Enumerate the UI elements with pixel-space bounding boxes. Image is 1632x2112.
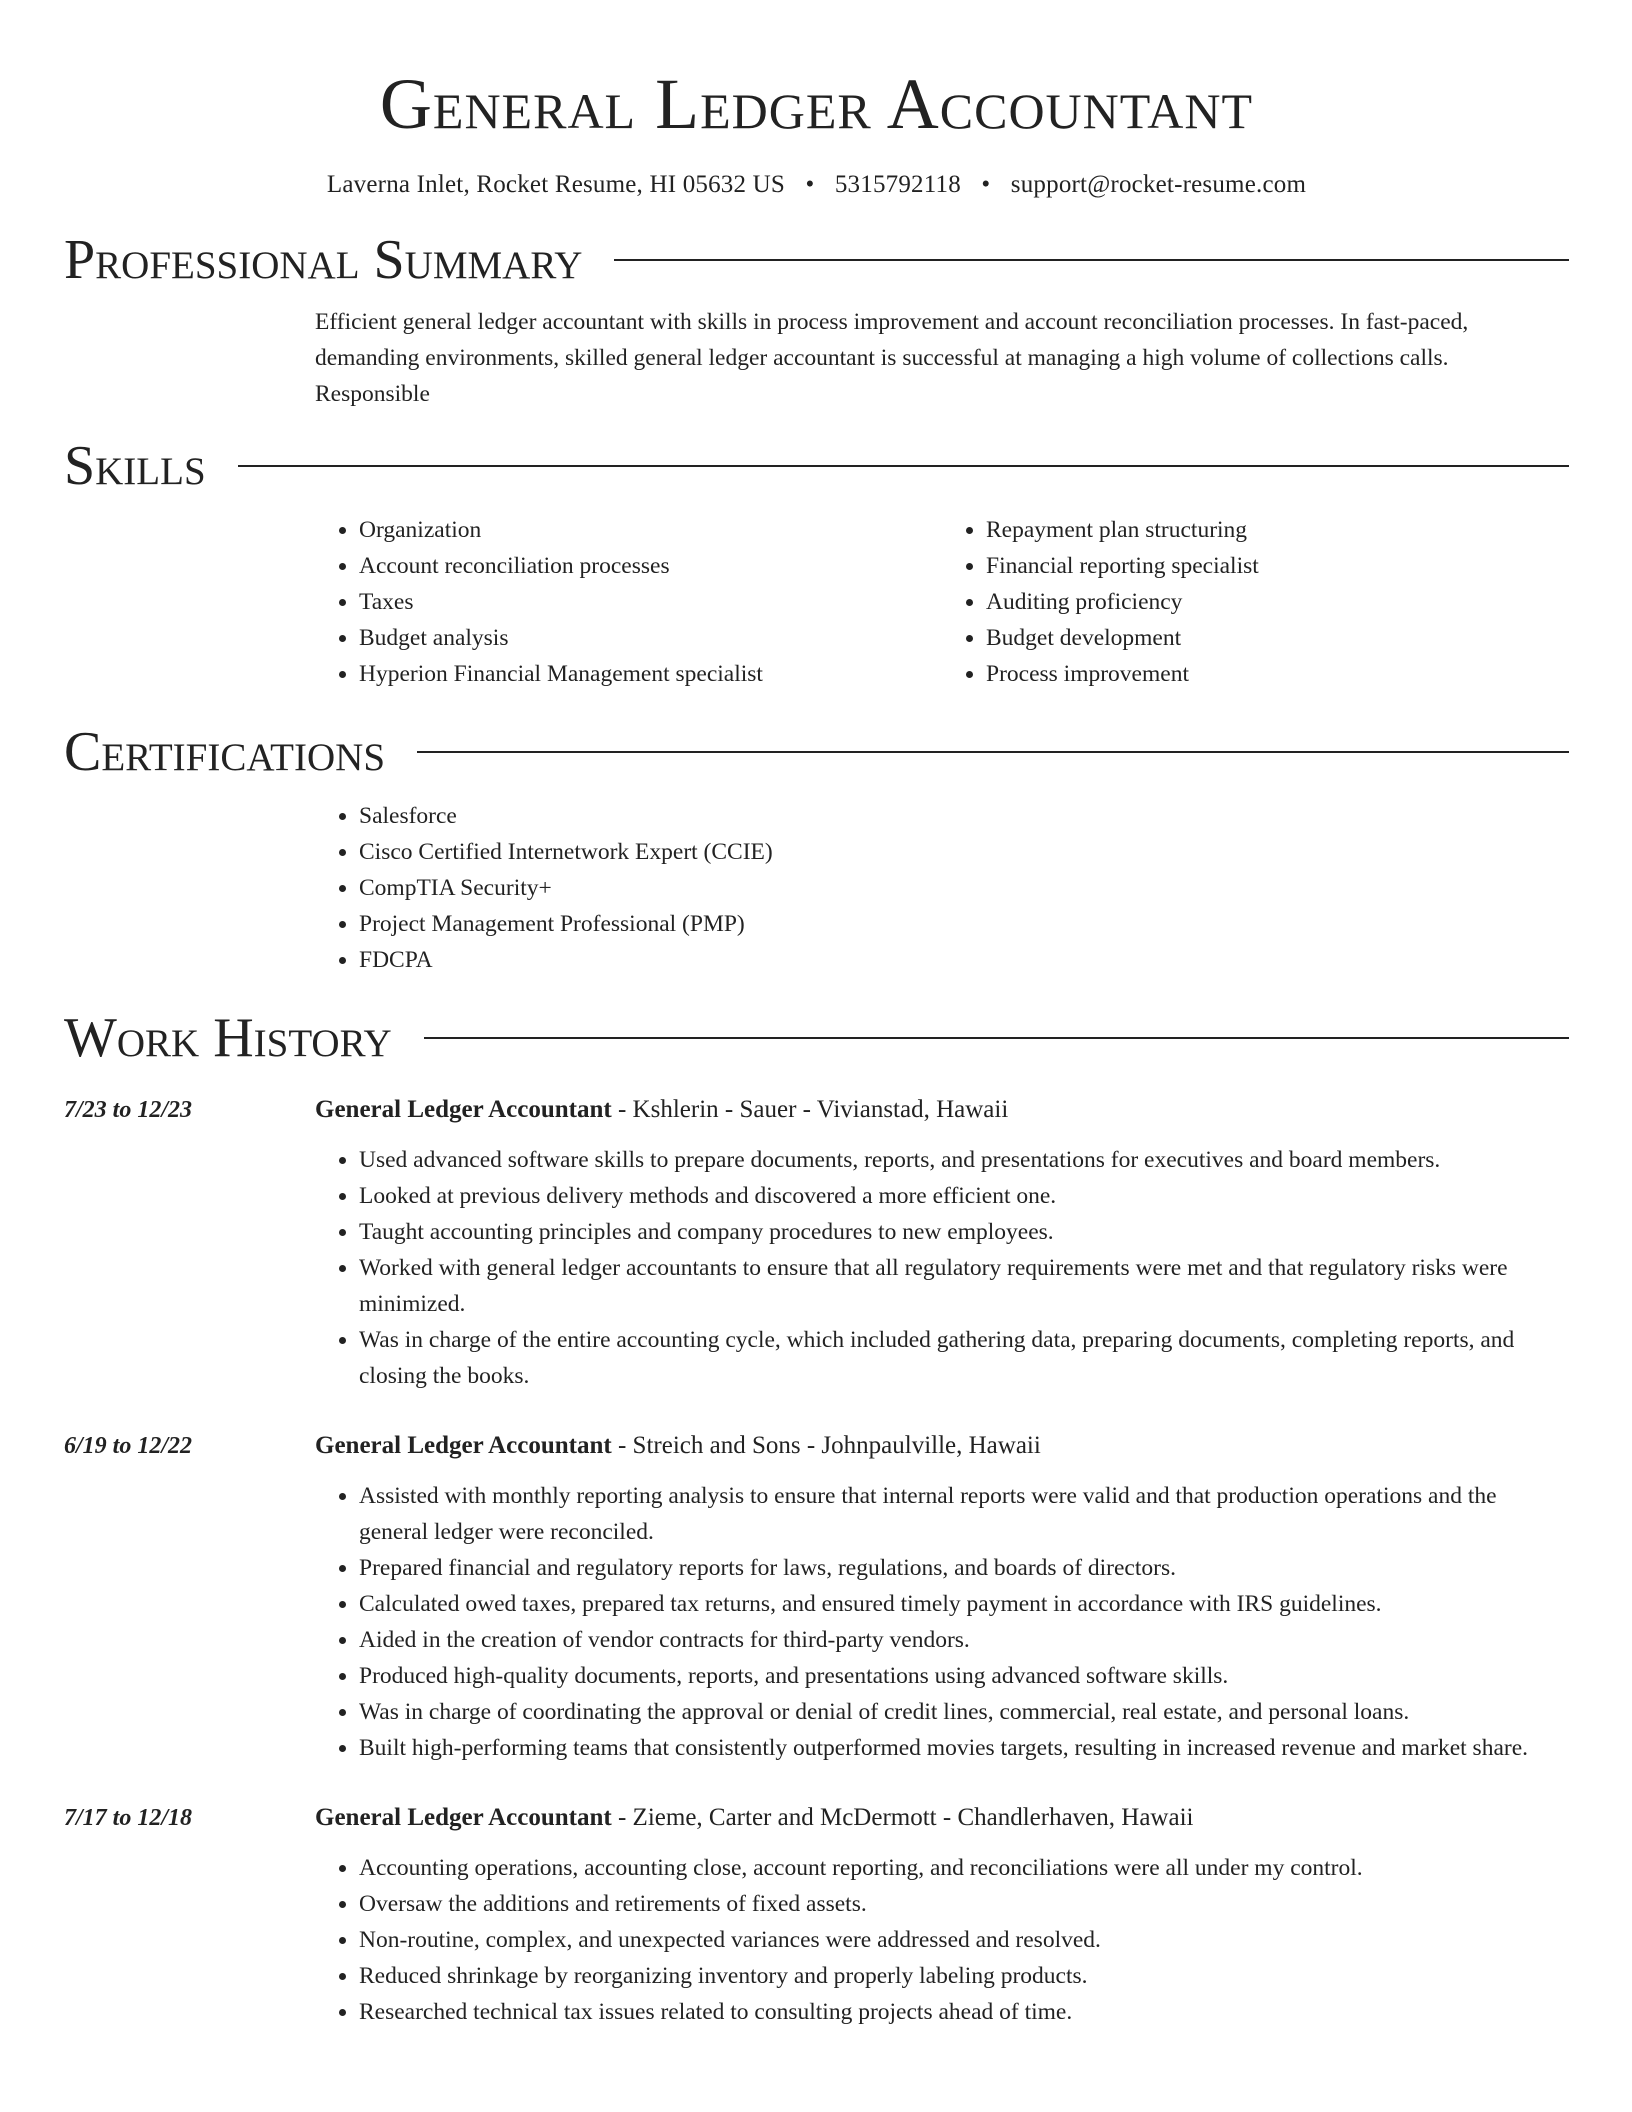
list-item: • Auditing proficiency bbox=[986, 584, 1569, 620]
list-item: • Looked at previous delivery methods and discovered a more efficient one. bbox=[359, 1178, 1569, 1214]
list-item: • Budget development bbox=[986, 620, 1569, 656]
job-bullets bbox=[315, 1478, 1569, 1766]
job-title-line bbox=[315, 1092, 1569, 1128]
skills-heading: Skills bbox=[64, 435, 206, 497]
list-item: • Non-routine, complex, and unexpected variances were addressed and resolved. bbox=[359, 1922, 1569, 1958]
job-title: General Ledger Accountant bbox=[315, 1804, 612, 1831]
list-item: • Prepared financial and regulatory reports for laws, regulations, and boards of directors. bbox=[359, 1550, 1569, 1586]
list-item: • FDCPA bbox=[359, 942, 1569, 978]
section-divider bbox=[424, 1037, 1569, 1039]
list-item: • Reduced shrinkage by reorganizing inventory and properly labeling products. bbox=[359, 1958, 1569, 1994]
list-item: • Taxes bbox=[359, 584, 942, 620]
job-bullets bbox=[315, 1142, 1569, 1394]
summary-header bbox=[64, 228, 1569, 292]
work-history-header bbox=[64, 1006, 1569, 1070]
summary-text: Efficient general ledger accountant with skills in process improvement and account reconciliation processes. In fast-paced, demanding environments, skilled general ledger accountant is successful at managing a high volume of collections calls. Responsible bbox=[315, 309, 1469, 407]
resume-name: General Ledger Accountant bbox=[379, 64, 1254, 144]
skills-columns bbox=[315, 512, 1569, 692]
contact-line bbox=[64, 170, 1569, 200]
certifications-header bbox=[64, 720, 1569, 784]
list-item: • CompTIA Security+ bbox=[359, 870, 1569, 906]
skills-list-right bbox=[942, 512, 1569, 692]
list-item: • Used advanced software skills to prepare documents, reports, and presentations for executives and board members. bbox=[359, 1142, 1569, 1178]
list-item: • Process improvement bbox=[986, 656, 1569, 692]
section-divider bbox=[614, 259, 1569, 261]
list-item: • Financial reporting specialist bbox=[986, 548, 1569, 584]
work-history-section bbox=[64, 1006, 1569, 2030]
job-dates: 7/17 to 12/18 bbox=[64, 1805, 193, 1831]
list-item: • Worked with general ledger accountants to ensure that all regulatory requirements were met and that regulatory risks were minimized. bbox=[359, 1250, 1569, 1322]
list-item: • Calculated owed taxes, prepared tax returns, and ensured timely payment in accordance with IRS guidelines. bbox=[359, 1586, 1569, 1622]
job-title-line bbox=[315, 1800, 1569, 1836]
job-entry bbox=[64, 1092, 1569, 1394]
skills-section bbox=[64, 434, 1569, 692]
job-title: General Ledger Accountant bbox=[315, 1432, 612, 1459]
job-details: - Streich and Sons - Johnpaulville, Hawaii bbox=[611, 1432, 1041, 1459]
list-item: • Assisted with monthly reporting analysis to ensure that internal reports were valid and that production operations and the general ledger were reconciled. bbox=[359, 1478, 1569, 1550]
job-bullets bbox=[315, 1850, 1569, 2030]
list-item: • Organization bbox=[359, 512, 942, 548]
list-item: • Was in charge of the entire accounting cycle, which included gathering data, preparing documents, completing reports, and closing the books. bbox=[359, 1322, 1569, 1394]
section-divider bbox=[238, 465, 1569, 467]
job-dates: 6/19 to 12/22 bbox=[64, 1433, 193, 1459]
list-item: • Was in charge of coordinating the approval or denial of credit lines, commercial, real estate, and personal loans. bbox=[359, 1694, 1569, 1730]
list-item: • Project Management Professional (PMP) bbox=[359, 906, 1569, 942]
list-item: • Produced high-quality documents, reports, and presentations using advanced software skills. bbox=[359, 1658, 1569, 1694]
skills-list-left bbox=[315, 512, 942, 692]
list-item: • Budget analysis bbox=[359, 620, 942, 656]
contact-address: Laverna Inlet, Rocket Resume, HI 05632 US bbox=[326, 171, 785, 198]
list-item: • Cisco Certified Internetwork Expert (CCIE) bbox=[359, 834, 1569, 870]
job-details: - Zieme, Carter and McDermott - Chandlerhaven, Hawaii bbox=[611, 1804, 1194, 1831]
list-item: • Accounting operations, accounting close, account reporting, and reconciliations were all under my control. bbox=[359, 1850, 1569, 1886]
work-history-heading: Work History bbox=[64, 1007, 392, 1069]
contact-separator: • bbox=[805, 171, 815, 198]
job-body bbox=[315, 1800, 1569, 2030]
job-details: - Kshlerin - Sauer - Vivianstad, Hawaii bbox=[611, 1096, 1009, 1123]
section-divider bbox=[417, 751, 1569, 753]
contact-phone: 5315792118 bbox=[834, 171, 961, 198]
list-item: • Hyperion Financial Management specialist bbox=[359, 656, 942, 692]
job-body bbox=[315, 1092, 1569, 1394]
list-item: • Built high-performing teams that consistently outperformed movies targets, resulting in increased revenue and market share. bbox=[359, 1730, 1569, 1766]
job-entry bbox=[64, 1800, 1569, 2030]
list-item: • Repayment plan structuring bbox=[986, 512, 1569, 548]
job-title-line bbox=[315, 1428, 1569, 1464]
skills-header bbox=[64, 434, 1569, 498]
certifications-heading: Certifications bbox=[64, 721, 386, 783]
certifications-body bbox=[315, 798, 1569, 978]
certifications-section bbox=[64, 720, 1569, 978]
contact-separator: • bbox=[981, 171, 991, 198]
summary-heading: Professional Summary bbox=[64, 229, 583, 291]
job-title: General Ledger Accountant bbox=[315, 1096, 612, 1123]
list-item: • Aided in the creation of vendor contracts for third-party vendors. bbox=[359, 1622, 1569, 1658]
contact-email: support@rocket-resume.com bbox=[1010, 171, 1307, 198]
job-entry bbox=[64, 1428, 1569, 1766]
certifications-list bbox=[315, 798, 1569, 978]
job-dates: 7/23 to 12/23 bbox=[64, 1097, 193, 1123]
list-item: • Oversaw the additions and retirements of fixed assets. bbox=[359, 1886, 1569, 1922]
summary-section bbox=[64, 228, 1569, 412]
list-item: • Researched technical tax issues related to consulting projects ahead of time. bbox=[359, 1994, 1569, 2030]
job-body bbox=[315, 1428, 1569, 1766]
list-item: • Taught accounting principles and company procedures to new employees. bbox=[359, 1214, 1569, 1250]
list-item: • Account reconciliation processes bbox=[359, 548, 942, 584]
list-item: • Salesforce bbox=[359, 798, 1569, 834]
